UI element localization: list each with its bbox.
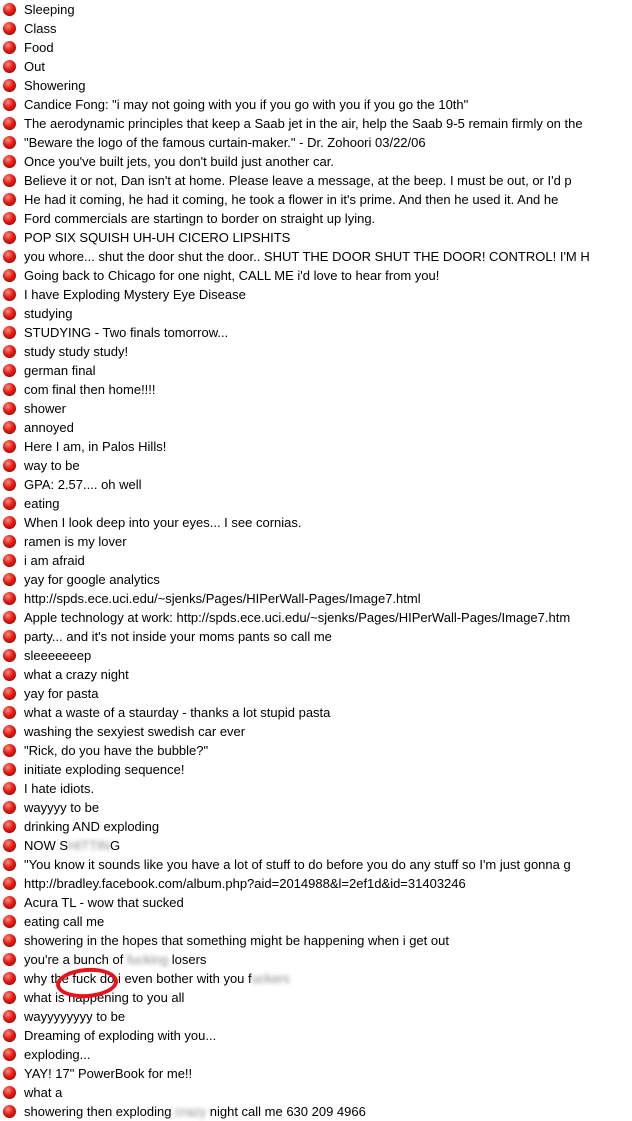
status-item-label: Apple technology at work: http://spds.ece.uci.edu/~sjenks/Pages/HIPerWall-Pages/Image7.htm [24, 610, 571, 625]
status-item-label: He had it coming, he had it coming, he took a flower in it's prime. And then he used it. And he [24, 192, 559, 207]
status-list-item[interactable] [0, 836, 632, 855]
status-list-item[interactable] [0, 1102, 632, 1121]
status-red-dot-icon [3, 858, 16, 871]
status-list-item[interactable] [0, 266, 632, 285]
status-list-item[interactable] [0, 646, 632, 665]
status-list-item[interactable] [0, 1007, 632, 1026]
status-list-item[interactable] [0, 323, 632, 342]
status-item-label: Showering [24, 78, 86, 93]
status-item-label: I have Exploding Mystery Eye Disease [24, 287, 246, 302]
status-item-label: shower [24, 401, 66, 416]
status-list-item[interactable] [0, 988, 632, 1007]
censored-blur: uckers [251, 971, 290, 986]
status-list-item[interactable] [0, 342, 632, 361]
status-red-dot-icon [3, 953, 16, 966]
status-list-item[interactable] [0, 19, 632, 38]
status-item-label: showering then exploding crazy night call me 630 209 4966 [24, 1104, 366, 1119]
status-list-item[interactable] [0, 893, 632, 912]
status-list-item[interactable] [0, 456, 632, 475]
status-red-dot-icon [3, 687, 16, 700]
status-list-item[interactable] [0, 798, 632, 817]
status-item-label: wayyyy to be [24, 800, 100, 815]
status-red-dot-icon [3, 1029, 16, 1042]
status-list-item[interactable] [0, 57, 632, 76]
status-list-item[interactable] [0, 418, 632, 437]
status-item-label: Class [24, 21, 57, 36]
status-red-dot-icon [3, 934, 16, 947]
status-list-item[interactable] [0, 532, 632, 551]
status-red-dot-icon [3, 383, 16, 396]
status-red-dot-icon [3, 3, 16, 16]
status-red-dot-icon [3, 820, 16, 833]
status-red-dot-icon [3, 611, 16, 624]
status-item-label: what is happening to you all [24, 990, 185, 1005]
status-item-label: Sleeping [24, 2, 75, 17]
status-item-label: yay for pasta [24, 686, 99, 701]
status-item-label: http://spds.ece.uci.edu/~sjenks/Pages/HIPerWall-Pages/Image7.html [24, 591, 421, 606]
status-list-item[interactable] [0, 817, 632, 836]
status-red-dot-icon [3, 345, 16, 358]
status-list-item[interactable] [0, 437, 632, 456]
status-list-item[interactable] [0, 228, 632, 247]
status-list-item[interactable] [0, 589, 632, 608]
status-list-item[interactable] [0, 1083, 632, 1102]
status-red-dot-icon [3, 991, 16, 1004]
status-list-item[interactable] [0, 741, 632, 760]
status-red-dot-icon [3, 402, 16, 415]
status-item-label: what a crazy night [24, 667, 129, 682]
status-item-label: what a [24, 1085, 63, 1100]
status-red-dot-icon [3, 307, 16, 320]
status-item-label: why the fuck do i even bother with you fuckers [24, 971, 290, 986]
status-list-item[interactable] [0, 779, 632, 798]
status-item-label: what a waste of a staurday - thanks a lot stupid pasta [24, 705, 331, 720]
status-red-dot-icon [3, 706, 16, 719]
status-item-label: "Rick, do you have the bubble?" [24, 743, 209, 758]
status-list-item[interactable] [0, 133, 632, 152]
status-item-label: Ford commercials are startingn to border on straight up lying. [24, 211, 376, 226]
status-item-label: "You know it sounds like you have a lot of stuff to do before you do any stuff so I'm just gonna g [24, 857, 571, 872]
status-list-item[interactable] [0, 399, 632, 418]
status-item-label: yay for google analytics [24, 572, 160, 587]
status-item-label: initiate exploding sequence! [24, 762, 185, 777]
status-red-dot-icon [3, 440, 16, 453]
status-item-label: studying [24, 306, 73, 321]
status-red-dot-icon [3, 801, 16, 814]
status-red-dot-icon [3, 421, 16, 434]
status-item-label: annoyed [24, 420, 74, 435]
status-list-item[interactable] [0, 551, 632, 570]
status-red-dot-icon [3, 326, 16, 339]
status-red-dot-icon [3, 269, 16, 282]
status-item-label: drinking AND exploding [24, 819, 160, 834]
status-list-item[interactable] [0, 1026, 632, 1045]
status-list-item[interactable] [0, 874, 632, 893]
status-list-item[interactable] [0, 931, 632, 950]
status-item-label: german final [24, 363, 96, 378]
censored-blur: fucking [123, 952, 172, 967]
status-red-dot-icon [3, 1010, 16, 1023]
status-red-dot-icon [3, 288, 16, 301]
status-item-label: com final then home!!!! [24, 382, 156, 397]
status-item-label: Out [24, 59, 45, 74]
status-item-label: I hate idiots. [24, 781, 95, 796]
status-red-dot-icon [3, 725, 16, 738]
status-item-label: eating [24, 496, 60, 511]
status-list-item[interactable] [0, 171, 632, 190]
status-list-item[interactable] [0, 513, 632, 532]
status-red-dot-icon [3, 459, 16, 472]
status-red-dot-icon [3, 782, 16, 795]
censored-blur: HITTIN [68, 838, 110, 853]
status-red-dot-icon [3, 136, 16, 149]
status-red-dot-icon [3, 174, 16, 187]
status-red-dot-icon [3, 573, 16, 586]
status-red-dot-icon [3, 250, 16, 263]
status-list-item[interactable] [0, 304, 632, 323]
status-red-dot-icon [3, 1048, 16, 1061]
status-item-label: Going back to Chicago for one night, CALL ME i'd love to hear from you! [24, 268, 440, 283]
status-list-item[interactable] [0, 285, 632, 304]
status-list-item[interactable] [0, 950, 632, 969]
status-list-item[interactable] [0, 665, 632, 684]
status-list-item[interactable] [0, 247, 632, 266]
status-red-dot-icon [3, 649, 16, 662]
status-list-item[interactable] [0, 1064, 632, 1083]
status-list-item[interactable] [0, 38, 632, 57]
status-item-label: wayyyyyyyy to be [24, 1009, 126, 1024]
status-red-dot-icon [3, 554, 16, 567]
status-list-item[interactable] [0, 209, 632, 228]
status-item-label: NOW SHITTING [24, 838, 121, 853]
status-list-item[interactable] [0, 190, 632, 209]
status-red-dot-icon [3, 79, 16, 92]
status-red-dot-icon [3, 193, 16, 206]
status-item-label: exploding... [24, 1047, 91, 1062]
status-red-dot-icon [3, 877, 16, 890]
status-item-label: GPA: 2.57.... oh well [24, 477, 142, 492]
status-red-dot-icon [3, 22, 16, 35]
status-red-dot-icon [3, 896, 16, 909]
status-red-dot-icon [3, 516, 16, 529]
censored-blur: crazy [171, 1104, 210, 1119]
status-red-dot-icon [3, 630, 16, 643]
status-list-item[interactable] [0, 722, 632, 741]
status-list-item[interactable] [0, 95, 632, 114]
status-red-dot-icon [3, 212, 16, 225]
status-list-item[interactable] [0, 703, 632, 722]
status-red-dot-icon [3, 1105, 16, 1118]
status-item-label: ramen is my lover [24, 534, 127, 549]
status-list-item[interactable] [0, 608, 632, 627]
status-item-label: sleeeeeeep [24, 648, 92, 663]
status-red-dot-icon [3, 478, 16, 491]
status-list-item[interactable] [0, 855, 632, 874]
status-list-item[interactable] [0, 912, 632, 931]
status-item-label: showering in the hopes that something might be happening when i get out [24, 933, 449, 948]
status-red-dot-icon [3, 744, 16, 757]
status-red-dot-icon [3, 117, 16, 130]
status-list-item[interactable] [0, 114, 632, 133]
status-red-dot-icon [3, 41, 16, 54]
status-red-dot-icon [3, 155, 16, 168]
status-item-label: Food [24, 40, 54, 55]
status-red-dot-icon [3, 535, 16, 548]
status-item-label: http://bradley.facebook.com/album.php?aid=2014988&l=2ef1d&id=31403246 [24, 876, 466, 891]
status-red-dot-icon [3, 364, 16, 377]
status-red-dot-icon [3, 1067, 16, 1080]
status-red-dot-icon [3, 60, 16, 73]
status-list-item[interactable] [0, 152, 632, 171]
status-list-item[interactable] [0, 0, 632, 19]
status-item-label: study study study! [24, 344, 129, 359]
status-list-item[interactable] [0, 494, 632, 513]
status-item-label: Dreaming of exploding with you... [24, 1028, 217, 1043]
status-red-dot-icon [3, 972, 16, 985]
status-red-dot-icon [3, 839, 16, 852]
status-item-label: "Beware the logo of the famous curtain-maker." - Dr. Zohoori 03/22/06 [24, 135, 426, 150]
status-list-item[interactable] [0, 969, 632, 988]
status-item-label: you whore... shut the door shut the door.. SHUT THE DOOR SHUT THE DOOR! CONTROL! I'M H [24, 249, 590, 264]
status-item-label: Here I am, in Palos Hills! [24, 439, 167, 454]
status-list-item[interactable] [0, 1045, 632, 1064]
status-item-label: POP SIX SQUISH UH-UH CICERO LIPSHITS [24, 230, 291, 245]
status-list-item[interactable] [0, 380, 632, 399]
status-list-item[interactable] [0, 627, 632, 646]
status-item-label: way to be [24, 458, 80, 473]
status-list-item[interactable] [0, 760, 632, 779]
status-red-dot-icon [3, 98, 16, 111]
status-item-label: The aerodynamic principles that keep a Saab jet in the air, help the Saab 9-5 remain firmly on the [24, 116, 583, 131]
status-item-label: YAY! 17" PowerBook for me!! [24, 1066, 193, 1081]
status-item-label: party... and it's not inside your moms pants so call me [24, 629, 332, 644]
status-list-item[interactable] [0, 361, 632, 380]
status-item-label: Believe it or not, Dan isn't at home. Please leave a message, at the beep. I must be out, or I'd p [24, 173, 572, 188]
status-list-item[interactable] [0, 475, 632, 494]
status-item-label: i am afraid [24, 553, 85, 568]
status-list-item[interactable] [0, 76, 632, 95]
status-red-dot-icon [3, 497, 16, 510]
status-red-dot-icon [3, 1086, 16, 1099]
status-item-label: eating call me [24, 914, 105, 929]
status-red-dot-icon [3, 592, 16, 605]
status-item-label: Candice Fong: "i may not going with you if you go with you if you go the 10th" [24, 97, 469, 112]
status-item-label: STUDYING - Two finals tomorrow... [24, 325, 229, 340]
status-red-dot-icon [3, 231, 16, 244]
status-item-label: you're a bunch of fucking losers [24, 952, 207, 967]
status-item-label: washing the sexyiest swedish car ever [24, 724, 246, 739]
status-red-dot-icon [3, 763, 16, 776]
status-list-item[interactable] [0, 570, 632, 589]
status-item-label: Acura TL - wow that sucked [24, 895, 184, 910]
status-item-label: When I look deep into your eyes... I see cornias. [24, 515, 302, 530]
status-list-item[interactable] [0, 684, 632, 703]
status-red-dot-icon [3, 668, 16, 681]
status-red-dot-icon [3, 915, 16, 928]
status-item-label: Once you've built jets, you don't build just another car. [24, 154, 334, 169]
